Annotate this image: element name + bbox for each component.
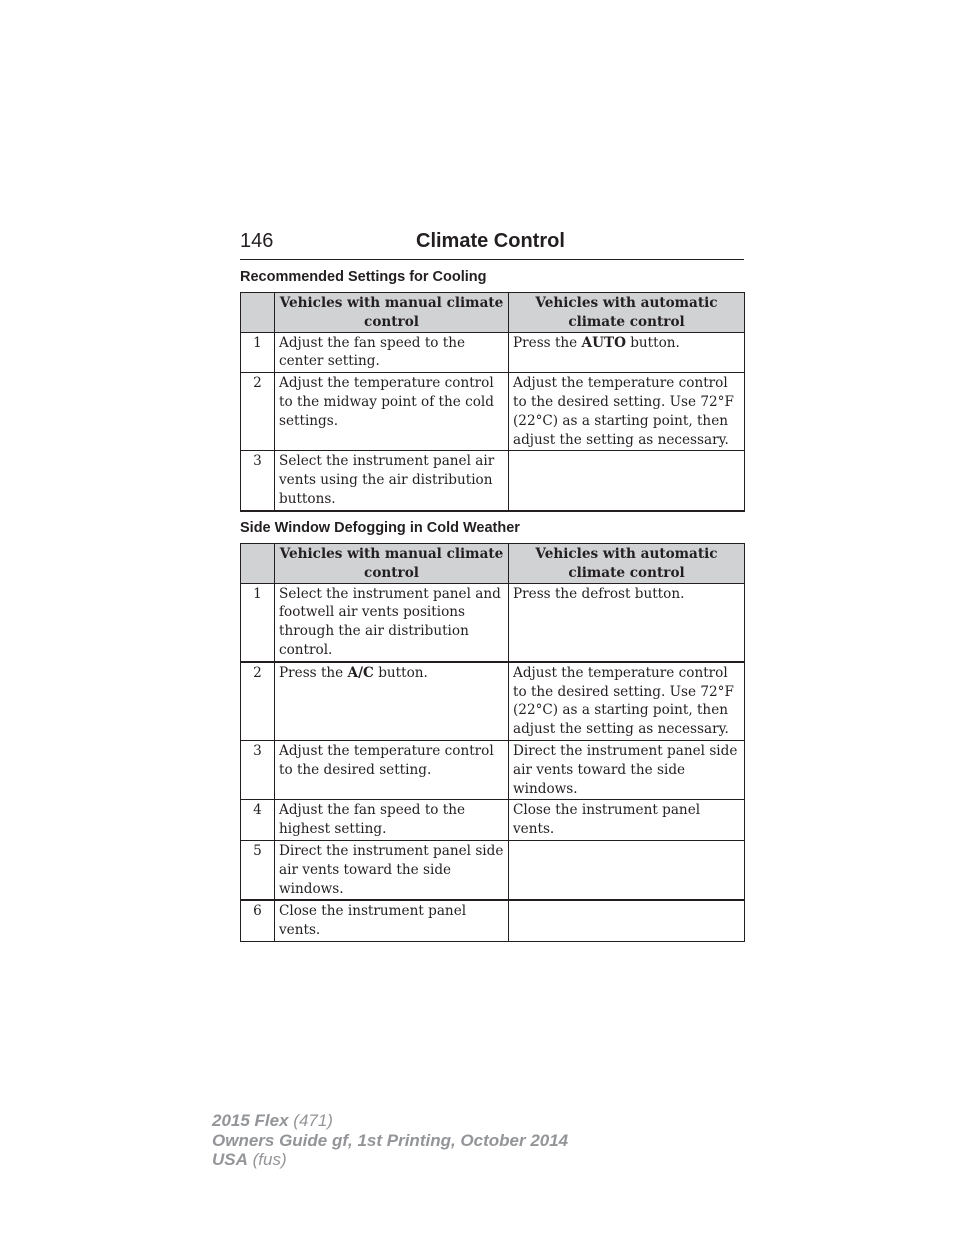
table-header-row — [241, 544, 745, 584]
footer-guide: Owners Guide gf, 1st Printing, October 2014 — [212, 1130, 569, 1150]
page-header — [240, 228, 744, 260]
document-footer — [212, 1111, 568, 1170]
footer-market-code: (fus) — [247, 1150, 287, 1169]
automatic-instruction — [509, 332, 745, 373]
step-number: 1 — [241, 583, 275, 662]
manual-instruction: Direct the instrument panel side air vents toward the side windows. — [275, 840, 509, 900]
footer-line-market — [212, 1150, 568, 1170]
table-row — [241, 662, 745, 741]
table-row — [241, 740, 745, 799]
automatic-instruction: Adjust the temperature control to the desired setting. Use 72°F (22°C) as a starting point, then adjust the setting as necessary. — [509, 373, 745, 451]
footer-line-model — [212, 1111, 568, 1131]
step-number: 3 — [241, 451, 275, 511]
footer-model-code: (471) — [288, 1111, 333, 1130]
automatic-instruction: Close the instrument panel vents. — [509, 800, 745, 841]
section-heading-defogging: Side Window Defogging in Cold Weather — [240, 520, 520, 536]
step-number: 2 — [241, 662, 275, 741]
step-number: 3 — [241, 740, 275, 799]
manual-instruction-text: Press the — [279, 664, 348, 681]
automatic-instruction — [509, 900, 745, 941]
footer-model: 2015 Flex — [212, 1111, 289, 1130]
manual-instruction: Select the instrument panel air vents using the air distribution buttons. — [275, 451, 509, 511]
defogging-settings-table — [240, 543, 745, 942]
automatic-instruction-text: button. — [625, 334, 680, 351]
automatic-instruction: Press the defrost button. — [509, 583, 745, 662]
manual-instruction — [275, 662, 509, 741]
manual-instruction-text: button. — [373, 664, 428, 681]
table-row — [241, 583, 745, 662]
page-number: 146 — [240, 230, 274, 252]
table-row — [241, 373, 745, 451]
manual-instruction: Adjust the fan speed to the highest setting. — [275, 800, 509, 841]
step-number: 6 — [241, 900, 275, 941]
automatic-instruction — [509, 840, 745, 900]
footer-line-guide — [212, 1131, 568, 1151]
step-number: 1 — [241, 332, 275, 373]
automatic-instruction: Direct the instrument panel side air vents toward the side windows. — [509, 740, 745, 799]
manual-instruction: Close the instrument panel vents. — [275, 900, 509, 941]
footer-market: USA — [212, 1150, 248, 1169]
table-row — [241, 840, 745, 900]
chapter-title: Climate Control — [416, 230, 565, 252]
ac-button-label: A/C — [347, 664, 374, 681]
cooling-settings-table — [240, 292, 745, 512]
automatic-instruction — [509, 451, 745, 511]
column-header-automatic: Vehicles with automatic climate control — [509, 293, 745, 333]
step-number: 2 — [241, 373, 275, 451]
table-header-row — [241, 293, 745, 333]
step-number: 4 — [241, 800, 275, 841]
column-header-step — [241, 293, 275, 333]
table-row — [241, 332, 745, 373]
column-header-manual: Vehicles with manual climate control — [275, 293, 509, 333]
manual-instruction: Select the instrument panel and footwell air vents positions through the air distribution control. — [275, 583, 509, 662]
column-header-manual: Vehicles with manual climate control — [275, 544, 509, 584]
manual-instruction: Adjust the temperature control to the desired setting. — [275, 740, 509, 799]
automatic-instruction: Adjust the temperature control to the desired setting. Use 72°F (22°C) as a starting point, then adjust the setting as necessary. — [509, 662, 745, 741]
step-number: 5 — [241, 840, 275, 900]
manual-instruction: Adjust the temperature control to the midway point of the cold settings. — [275, 373, 509, 451]
auto-button-label: AUTO — [581, 334, 626, 351]
table-row — [241, 900, 745, 941]
column-header-automatic: Vehicles with automatic climate control — [509, 544, 745, 584]
table-row — [241, 800, 745, 841]
automatic-instruction-text: Press the — [513, 334, 582, 351]
column-header-step — [241, 544, 275, 584]
table-row — [241, 451, 745, 511]
manual-instruction: Adjust the fan speed to the center setting. — [275, 332, 509, 373]
section-heading-cooling: Recommended Settings for Cooling — [240, 269, 487, 285]
